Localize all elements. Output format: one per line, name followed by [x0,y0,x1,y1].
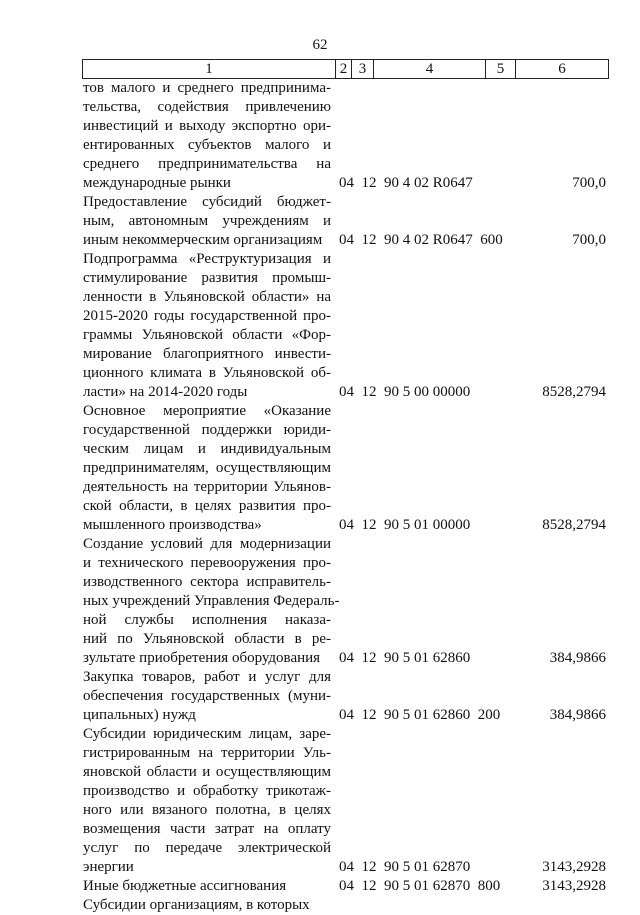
row-description [83,79,331,193]
row-description [83,193,331,250]
description-line: Подпрограмма «Реструктуризация и [83,251,331,267]
description-line: Основное мероприятие «Оказание [83,403,331,419]
description-line: энергии [83,859,134,875]
description-line: инвестиций и выходу экспортно ори- [83,118,331,134]
description-line: Субсидии организациям, в которых [83,897,310,913]
description-line: Создание условий для модернизации [83,536,331,552]
description-line: государственной поддержки юриди- [83,422,331,438]
header-col-3: 3 [352,60,374,78]
description-line: ческим лицам и индивидуальным [83,441,331,457]
description-line: ционного климата в Ульяновской об- [83,365,331,381]
table-row [0,877,640,896]
description-line: обеспечения государственных (муни- [83,688,331,704]
amount: 384,9866 [549,650,606,666]
table-row [0,668,640,725]
description-line: и технического перевооружения про- [83,555,331,571]
amount: 8528,2794 [542,384,606,400]
budget-code: 04 12 90 5 01 62870 [339,859,471,875]
budget-code: 04 12 90 5 00 00000 [339,384,471,400]
amount: 700,0 [572,232,606,248]
table-row [0,402,640,535]
page-number: 62 [312,37,328,53]
description-line: ных учреждений Управления Федераль- [83,593,340,609]
description-line: ципальных) нужд [83,707,196,723]
description-line: гистрированным на территории Уль- [83,745,331,761]
row-description [83,877,331,896]
description-line: ленности в Ульяновской области» на [83,289,331,305]
row-description [83,668,331,725]
description-line: мышленного производства» [83,517,262,533]
amount: 8528,2794 [542,517,606,533]
amount: 3143,2928 [542,878,606,894]
budget-code: 04 12 90 5 01 62860 [339,650,471,666]
budget-code: 04 12 90 5 01 62860 200 [339,707,501,723]
description-line: среднего предпринимательства на [83,156,331,172]
description-line: зультате приобретения оборудования [83,650,321,666]
table-row [0,896,640,915]
description-line: международные рынки [83,175,231,191]
description-line: изводственного сектора исправитель- [83,574,331,590]
row-description [83,725,331,877]
budget-code: 04 12 90 4 02 R0647 600 [339,232,503,248]
description-line: иным некоммерческим организациям [83,232,323,248]
header-col-2: 2 [336,60,352,78]
amount: 384,9866 [549,707,606,723]
description-line: ской области, в целях развития про- [83,498,331,514]
description-line: деятельность на территории Ульянов- [83,479,331,495]
table-row [0,193,640,250]
description-line: ного или вязаного полотна, в целях [83,802,331,818]
description-line: тельства, содействия привлечению [83,99,331,115]
description-line: производство и обработку трикотаж- [83,783,331,799]
description-line: Иные бюджетные ассигнования [83,878,287,894]
description-line: граммы Ульяновской области «Фор- [83,327,331,343]
budget-code: 04 12 90 4 02 R0647 [339,175,473,191]
amount: 3143,2928 [542,859,606,875]
row-description [83,896,331,915]
description-line: ний по Ульяновской области в ре- [83,631,331,647]
row-description [83,535,340,668]
header-col-1: 1 [83,60,336,78]
description-line: ным, автономным учреждениям и [83,213,331,229]
row-description [83,250,331,402]
description-line: стимулирование развития промыш- [83,270,331,286]
description-line: яновской области и осуществляющим [83,764,331,780]
description-line: ной службы исполнения наказа- [83,612,331,628]
budget-code: 04 12 90 5 01 62870 800 [339,878,501,894]
description-line: Субсидии юридическим лицам, заре- [83,726,331,742]
row-description [83,402,331,535]
table-row [0,79,640,193]
description-line: 2015-2020 годы государственной про- [83,308,331,324]
description-line: Закупка товаров, работ и услуг для [83,669,331,685]
table-row [0,725,640,877]
description-line: услуг по передаче электрической [83,840,331,856]
table-header-row [82,59,609,79]
table-row [0,535,640,668]
description-line: мирование благоприятного инвести- [83,346,331,362]
description-line: ентированных субъектов малого и [83,137,331,153]
description-line: тов малого и среднего предпринима- [83,80,331,96]
table-row [0,250,640,402]
budget-code: 04 12 90 5 01 00000 [339,517,471,533]
description-line: ласти» на 2014-2020 годы [83,384,248,400]
description-line: возмещения части затрат на оплату [83,821,331,837]
header-col-6: 6 [558,61,566,77]
header-col-5: 5 [486,60,516,78]
amount: 700,0 [572,175,606,191]
description-line: Предоставление субсидий бюджет- [83,194,331,210]
header-col-4: 4 [374,60,486,78]
description-line: предпринимателям, осуществляющим [83,460,331,476]
